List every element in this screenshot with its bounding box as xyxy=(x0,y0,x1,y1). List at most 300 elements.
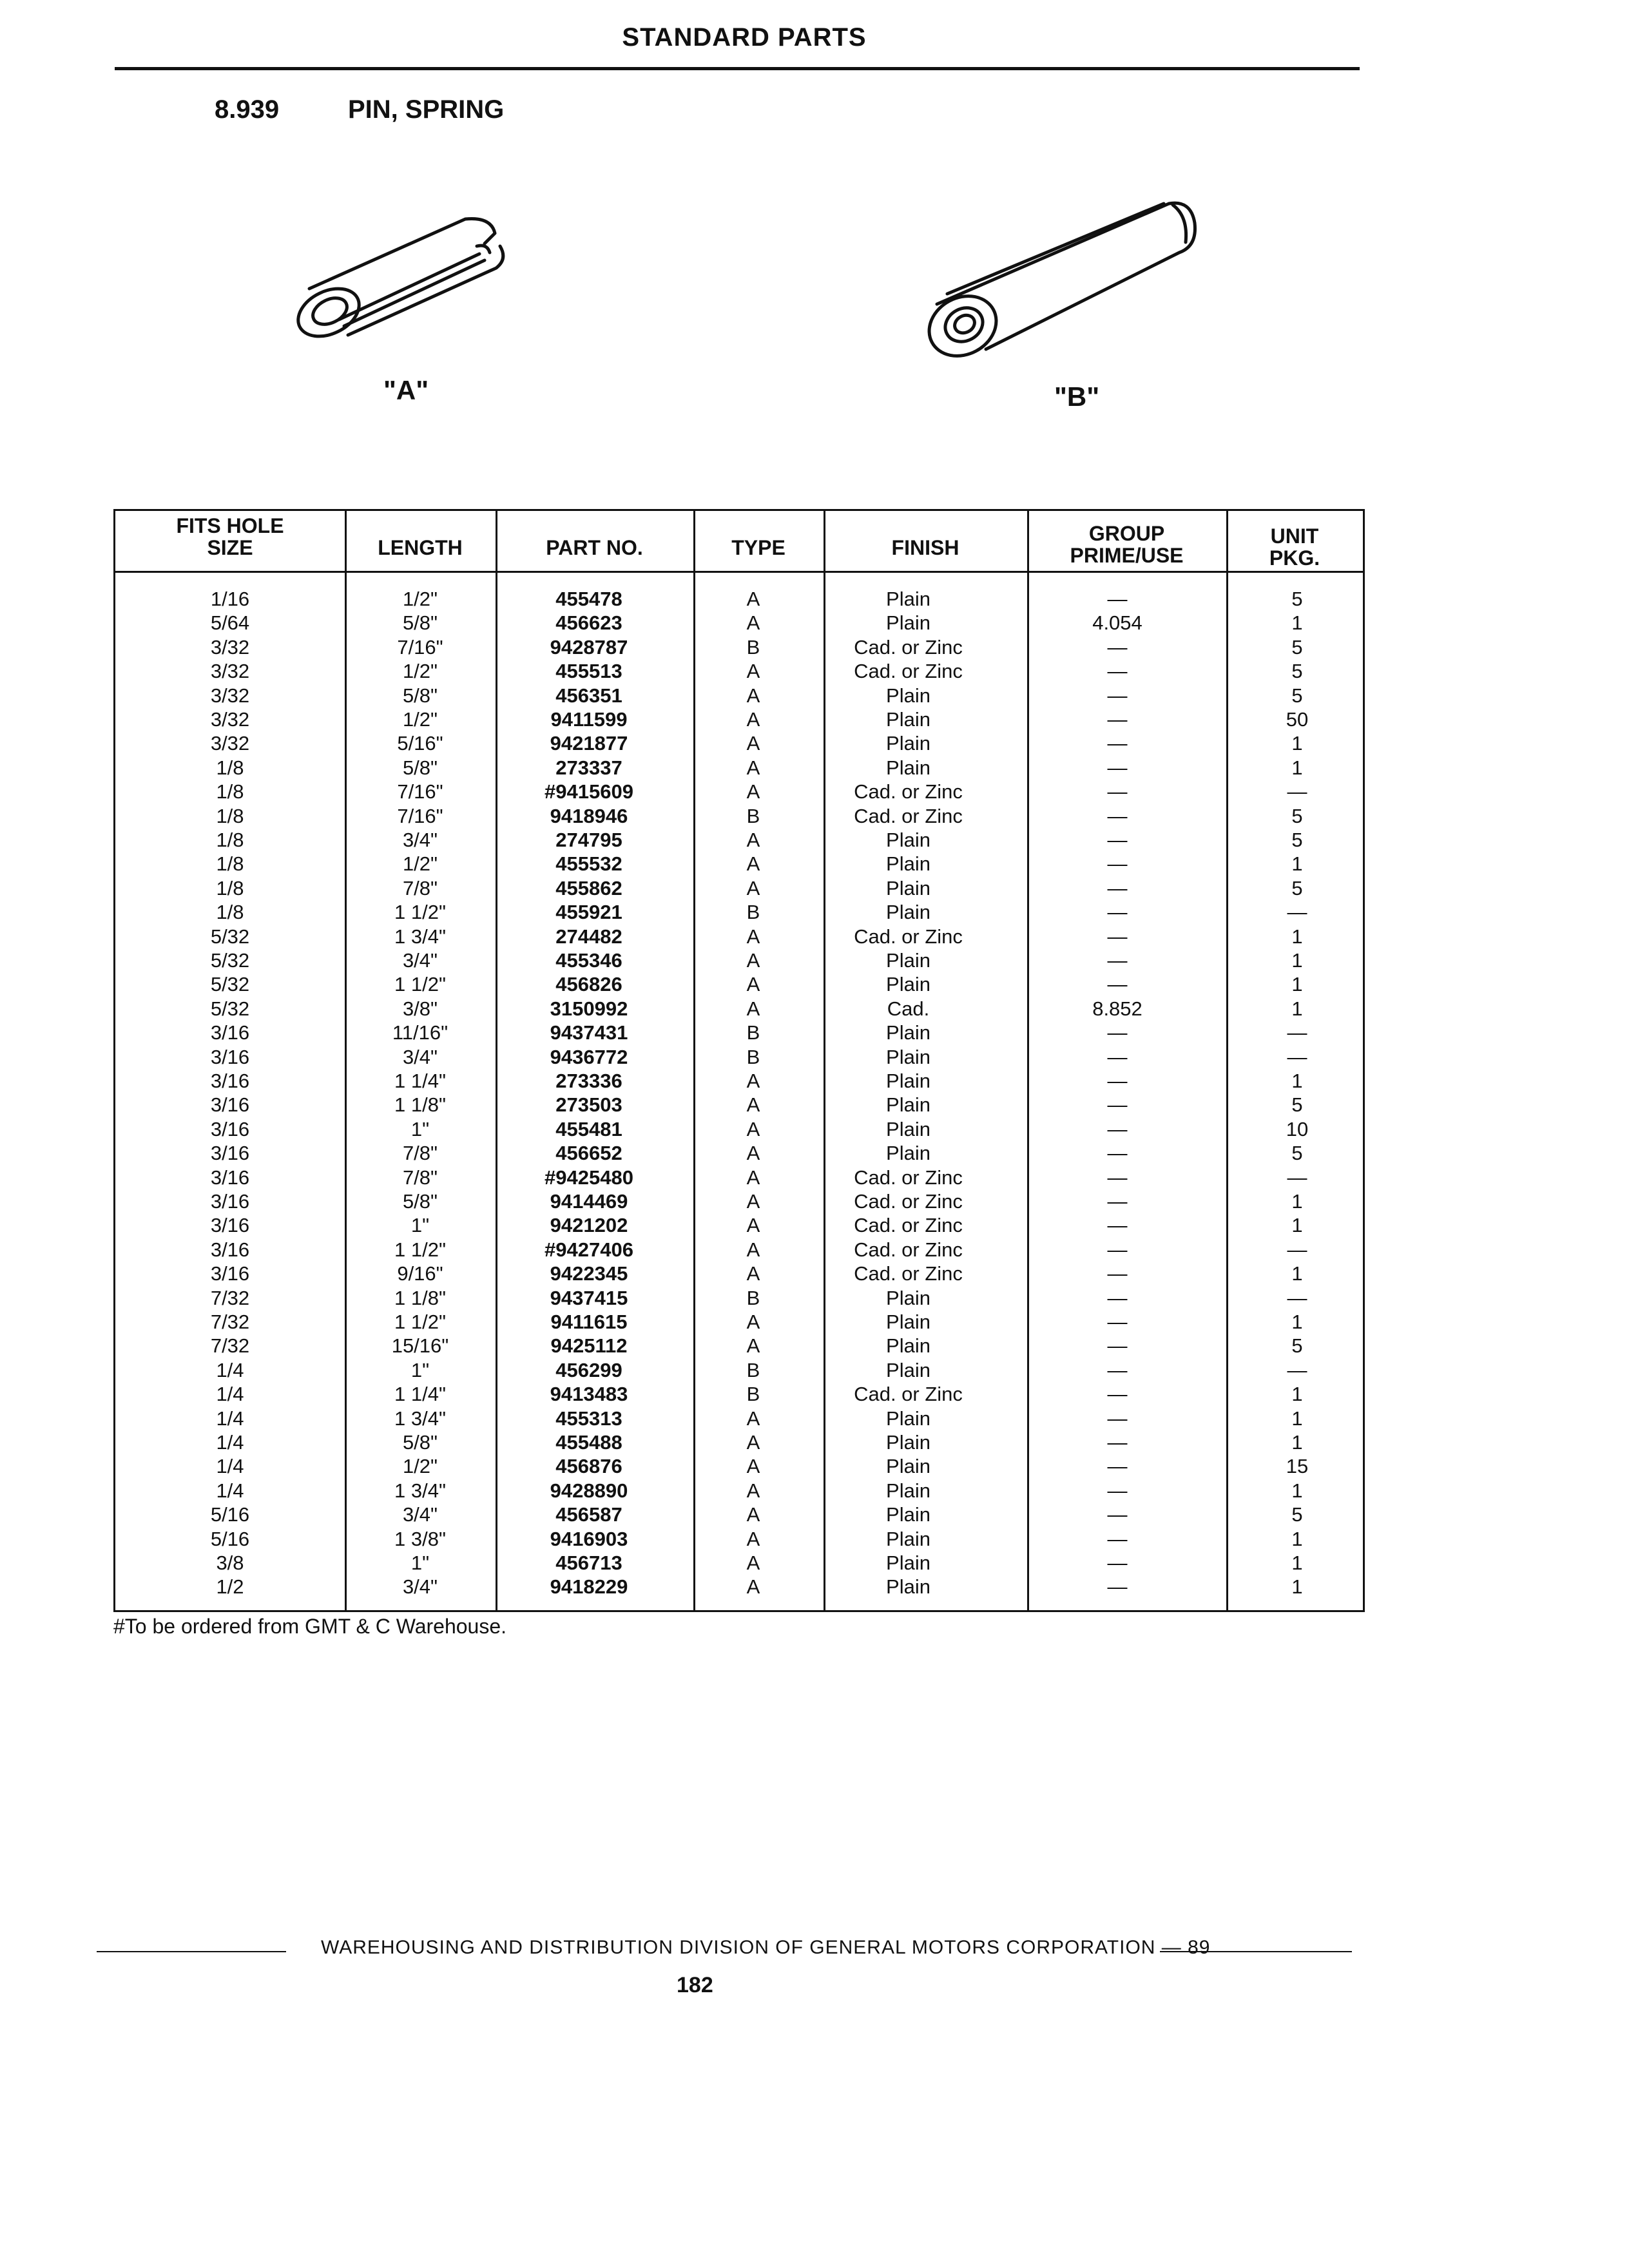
cell-unit-pkg: 1 xyxy=(1291,949,1303,972)
table-row xyxy=(115,684,1363,707)
cell-length: 1" xyxy=(410,1358,430,1381)
table-row xyxy=(115,1430,1363,1454)
cell-length: 7/8" xyxy=(402,876,438,899)
cell-fits-hole-size: 3/32 xyxy=(210,732,250,755)
cell-type: A xyxy=(746,973,760,996)
cell-finish: Cad. or Zinc xyxy=(854,635,963,658)
cell-length: 7/16" xyxy=(397,780,443,803)
table-row xyxy=(115,1407,1363,1430)
cell-part-no: 9413483 xyxy=(550,1383,628,1406)
table-row xyxy=(115,1310,1363,1334)
cell-length: 3/4" xyxy=(402,1503,438,1526)
cell-part-no: 455921 xyxy=(555,901,622,924)
cell-length: 1 1/4" xyxy=(394,1383,446,1406)
cell-unit-pkg: 1 xyxy=(1291,1575,1303,1599)
cell-finish: Plain xyxy=(886,829,930,851)
cell-type: B xyxy=(746,1045,760,1068)
cell-part-no: 274795 xyxy=(555,829,622,851)
table-row xyxy=(115,1358,1363,1382)
cell-part-no: 9425112 xyxy=(550,1334,628,1358)
table-row xyxy=(115,780,1363,803)
cell-length: 1 1/2" xyxy=(394,1311,446,1333)
table-row xyxy=(115,1021,1363,1044)
cell-finish: Plain xyxy=(886,1455,930,1478)
cell-group-prime-use: — xyxy=(1107,1479,1128,1502)
cell-fits-hole-size: 5/32 xyxy=(210,949,250,972)
cell-length: 1 3/4" xyxy=(394,1407,446,1430)
cell-type: B xyxy=(746,804,760,827)
cell-finish: Cad. or Zinc xyxy=(854,1238,963,1261)
cell-type: B xyxy=(746,1383,760,1406)
cell-fits-hole-size: 1/4 xyxy=(216,1455,244,1478)
cell-type: B xyxy=(746,1358,760,1381)
cell-finish: Plain xyxy=(886,1334,930,1358)
cell-finish: Plain xyxy=(886,876,930,899)
cell-unit-pkg: 1 xyxy=(1291,732,1303,755)
cell-finish: Plain xyxy=(886,611,930,635)
table-row xyxy=(115,1551,1363,1575)
cell-type: B xyxy=(746,1286,760,1309)
cell-finish: Cad. xyxy=(887,997,930,1020)
header-group-prime-use: GROUP PRIME/USE xyxy=(1070,522,1184,567)
cell-group-prime-use: — xyxy=(1107,1093,1128,1117)
cell-unit-pkg: 1 xyxy=(1291,852,1303,876)
cell-fits-hole-size: 1/4 xyxy=(216,1431,244,1454)
cell-unit-pkg: 1 xyxy=(1291,1311,1303,1333)
cell-type: A xyxy=(746,732,760,755)
cell-unit-pkg: 1 xyxy=(1291,1527,1303,1550)
cell-finish: Plain xyxy=(886,1407,930,1430)
cell-length: 1 1/8" xyxy=(394,1093,446,1117)
cell-fits-hole-size: 5/32 xyxy=(210,973,250,996)
cell-length: 7/8" xyxy=(402,1166,438,1189)
cell-length: 3/8" xyxy=(402,997,438,1020)
header-part-no: PART NO. xyxy=(546,536,643,559)
cell-part-no: 456713 xyxy=(555,1552,622,1574)
cell-finish: Plain xyxy=(886,949,930,972)
cell-finish: Plain xyxy=(886,852,930,876)
cell-unit-pkg: — xyxy=(1287,1238,1307,1261)
cell-unit-pkg: 5 xyxy=(1291,635,1303,658)
cell-fits-hole-size: 5/16 xyxy=(210,1503,250,1526)
cell-group-prime-use: — xyxy=(1107,635,1128,658)
cell-length: 7/16" xyxy=(397,804,443,827)
cell-finish: Plain xyxy=(886,1093,930,1117)
table-row xyxy=(115,731,1363,755)
cell-fits-hole-size: 1/16 xyxy=(210,588,250,610)
cell-type: A xyxy=(746,1262,760,1285)
cell-part-no: 273336 xyxy=(555,1070,622,1092)
cell-finish: Plain xyxy=(886,1142,930,1165)
cell-type: A xyxy=(746,1093,760,1117)
table-row xyxy=(115,852,1363,876)
cell-part-no: 9416903 xyxy=(550,1527,628,1550)
cell-unit-pkg: 5 xyxy=(1291,684,1303,707)
table-row xyxy=(115,1334,1363,1358)
cell-type: A xyxy=(746,1455,760,1478)
cell-part-no: 9421877 xyxy=(550,732,628,755)
table-row xyxy=(115,1117,1363,1141)
cell-length: 11/16" xyxy=(392,1021,448,1044)
cell-finish: Cad. or Zinc xyxy=(854,1383,963,1406)
cell-group-prime-use: — xyxy=(1107,1552,1128,1574)
cell-length: 1 3/8" xyxy=(394,1527,446,1550)
cell-part-no: 456876 xyxy=(555,1455,622,1478)
cell-unit-pkg: 1 xyxy=(1291,1552,1303,1574)
table-row xyxy=(115,997,1363,1021)
cell-fits-hole-size: 3/8 xyxy=(216,1552,244,1574)
cell-fits-hole-size: 3/16 xyxy=(210,1238,250,1261)
table-row xyxy=(115,1213,1363,1237)
cell-unit-pkg: 1 xyxy=(1291,1383,1303,1406)
header-type: TYPE xyxy=(731,536,786,559)
cell-unit-pkg: 5 xyxy=(1291,1503,1303,1526)
section-number: 8.939 xyxy=(215,95,280,124)
cell-group-prime-use: — xyxy=(1107,1262,1128,1285)
cell-group-prime-use: — xyxy=(1107,1166,1128,1189)
cell-fits-hole-size: 3/16 xyxy=(210,1045,250,1068)
cell-length: 3/4" xyxy=(402,949,438,972)
cell-type: A xyxy=(746,1407,760,1430)
header-unit-pkg: UNIT PKG. xyxy=(1269,524,1320,570)
cell-group-prime-use: — xyxy=(1107,1334,1128,1358)
cell-part-no: 456652 xyxy=(555,1142,622,1165)
cell-type: A xyxy=(746,708,760,731)
cell-fits-hole-size: 1/4 xyxy=(216,1407,244,1430)
cell-group-prime-use: — xyxy=(1107,780,1128,803)
cell-length: 1/2" xyxy=(402,708,438,731)
cell-type: A xyxy=(746,1552,760,1574)
cell-part-no: 273337 xyxy=(555,756,622,779)
spring-pin-a-illustration xyxy=(284,206,516,354)
cell-finish: Plain xyxy=(886,1479,930,1502)
cell-type: A xyxy=(746,1142,760,1165)
cell-length: 5/8" xyxy=(402,611,438,635)
table-row xyxy=(115,1141,1363,1165)
cell-group-prime-use: — xyxy=(1107,1142,1128,1165)
cell-group-prime-use: — xyxy=(1107,660,1128,683)
cell-length: 1 1/2" xyxy=(394,901,446,924)
cell-group-prime-use: — xyxy=(1107,1311,1128,1333)
cell-part-no: 9428787 xyxy=(550,635,628,658)
cell-fits-hole-size: 1/8 xyxy=(216,804,244,827)
cell-group-prime-use: — xyxy=(1107,732,1128,755)
cell-finish: Cad. or Zinc xyxy=(854,1214,963,1237)
cell-unit-pkg: 10 xyxy=(1286,1117,1309,1140)
cell-type: A xyxy=(746,611,760,635)
footer-rule-right xyxy=(1160,1951,1352,1952)
cell-part-no: 9414469 xyxy=(550,1190,628,1213)
cell-group-prime-use: — xyxy=(1107,925,1128,948)
cell-unit-pkg: — xyxy=(1287,1021,1307,1044)
cell-finish: Plain xyxy=(886,1552,930,1574)
cell-group-prime-use: — xyxy=(1107,1527,1128,1550)
cell-finish: Plain xyxy=(886,1575,930,1599)
cell-length: 15/16" xyxy=(391,1334,449,1358)
cell-part-no: 455532 xyxy=(555,852,622,876)
cell-type: A xyxy=(746,756,760,779)
cell-part-no: 274482 xyxy=(555,925,622,948)
parts-table xyxy=(113,509,1365,1612)
table-row xyxy=(115,1286,1363,1310)
cell-length: 7/8" xyxy=(402,1142,438,1165)
cell-finish: Plain xyxy=(886,1021,930,1044)
cell-part-no: 456587 xyxy=(555,1503,622,1526)
table-row xyxy=(115,1575,1363,1599)
table-row xyxy=(115,1454,1363,1478)
table-row xyxy=(115,587,1363,611)
cell-unit-pkg: 1 xyxy=(1291,973,1303,996)
table-row xyxy=(115,756,1363,780)
cell-type: A xyxy=(746,876,760,899)
cell-part-no: 9421202 xyxy=(550,1214,628,1237)
cell-group-prime-use: — xyxy=(1107,876,1128,899)
cell-length: 1/2" xyxy=(402,852,438,876)
cell-type: A xyxy=(746,949,760,972)
figure-b-label: "B" xyxy=(1054,381,1100,412)
cell-group-prime-use: — xyxy=(1107,901,1128,924)
cell-part-no: 9437415 xyxy=(550,1286,628,1309)
table-row xyxy=(115,804,1363,828)
cell-fits-hole-size: 1/8 xyxy=(216,780,244,803)
cell-finish: Plain xyxy=(886,1527,930,1550)
table-row xyxy=(115,1069,1363,1093)
cell-unit-pkg: — xyxy=(1287,901,1307,924)
cell-finish: Plain xyxy=(886,588,930,610)
figure-a-label: "A" xyxy=(383,375,429,405)
cell-group-prime-use: — xyxy=(1107,1070,1128,1092)
cell-group-prime-use: — xyxy=(1107,708,1128,731)
header-fits-hole-size: FITS HOLE SIZE xyxy=(176,514,284,559)
cell-type: A xyxy=(746,1214,760,1237)
cell-part-no: 456351 xyxy=(555,684,622,707)
cell-part-no: 9418946 xyxy=(550,804,628,827)
cell-length: 1 3/4" xyxy=(394,925,446,948)
table-row xyxy=(115,1045,1363,1069)
cell-length: 1/2" xyxy=(402,660,438,683)
cell-finish: Plain xyxy=(886,1503,930,1526)
cell-group-prime-use: 4.054 xyxy=(1092,611,1142,635)
cell-type: A xyxy=(746,1238,760,1261)
cell-fits-hole-size: 3/16 xyxy=(210,1142,250,1165)
table-row xyxy=(115,707,1363,731)
cell-group-prime-use: — xyxy=(1107,829,1128,851)
cell-type: A xyxy=(746,1479,760,1502)
cell-part-no: 456299 xyxy=(555,1358,622,1381)
cell-part-no: #9427406 xyxy=(545,1238,633,1261)
cell-length: 3/4" xyxy=(402,1045,438,1068)
cell-part-no: 9411599 xyxy=(550,708,628,731)
cell-length: 1 1/2" xyxy=(394,973,446,996)
cell-group-prime-use: — xyxy=(1107,973,1128,996)
table-row xyxy=(115,1238,1363,1262)
cell-type: A xyxy=(746,1311,760,1333)
header-rule xyxy=(115,67,1360,70)
cell-group-prime-use: — xyxy=(1107,1407,1128,1430)
cell-group-prime-use: — xyxy=(1107,684,1128,707)
cell-unit-pkg: — xyxy=(1287,1045,1307,1068)
cell-unit-pkg: 1 xyxy=(1291,997,1303,1020)
cell-finish: Cad. or Zinc xyxy=(854,804,963,827)
cell-group-prime-use: — xyxy=(1107,1021,1128,1044)
cell-group-prime-use: — xyxy=(1107,1117,1128,1140)
cell-group-prime-use: — xyxy=(1107,852,1128,876)
table-row xyxy=(115,925,1363,948)
table-row xyxy=(115,1093,1363,1117)
cell-part-no: 9428890 xyxy=(550,1479,628,1502)
cell-fits-hole-size: 3/16 xyxy=(210,1214,250,1237)
cell-type: B xyxy=(746,1021,760,1044)
cell-unit-pkg: — xyxy=(1287,1166,1307,1189)
cell-length: 3/4" xyxy=(402,1575,438,1599)
cell-type: A xyxy=(746,1575,760,1599)
cell-part-no: 455346 xyxy=(555,949,622,972)
footnote: #To be ordered from GMT & C Warehouse. xyxy=(113,1615,507,1638)
cell-fits-hole-size: 3/32 xyxy=(210,684,250,707)
cell-length: 1 1/2" xyxy=(394,1238,446,1261)
cell-unit-pkg: 1 xyxy=(1291,1262,1303,1285)
cell-type: A xyxy=(746,1166,760,1189)
cell-unit-pkg: 1 xyxy=(1291,1190,1303,1213)
cell-type: A xyxy=(746,1431,760,1454)
cell-type: B xyxy=(746,901,760,924)
header-rule xyxy=(115,571,1363,573)
cell-fits-hole-size: 1/8 xyxy=(216,756,244,779)
cell-unit-pkg: 5 xyxy=(1291,1334,1303,1358)
cell-group-prime-use: — xyxy=(1107,1503,1128,1526)
cell-part-no: 9436772 xyxy=(550,1045,628,1068)
cell-finish: Plain xyxy=(886,973,930,996)
cell-group-prime-use: — xyxy=(1107,588,1128,610)
spring-pin-b-illustration xyxy=(909,191,1205,371)
header-length: LENGTH xyxy=(378,536,463,559)
cell-fits-hole-size: 1/8 xyxy=(216,829,244,851)
cell-fits-hole-size: 3/32 xyxy=(210,660,250,683)
cell-fits-hole-size: 3/16 xyxy=(210,1021,250,1044)
cell-group-prime-use: — xyxy=(1107,1190,1128,1213)
cell-unit-pkg: 1 xyxy=(1291,1479,1303,1502)
cell-fits-hole-size: 1/8 xyxy=(216,876,244,899)
cell-unit-pkg: 5 xyxy=(1291,1142,1303,1165)
cell-finish: Cad. or Zinc xyxy=(854,780,963,803)
cell-fits-hole-size: 7/32 xyxy=(210,1311,250,1333)
cell-unit-pkg: 1 xyxy=(1291,1070,1303,1092)
cell-group-prime-use: — xyxy=(1107,1214,1128,1237)
cell-unit-pkg: 5 xyxy=(1291,588,1303,610)
cell-unit-pkg: 1 xyxy=(1291,1431,1303,1454)
cell-type: A xyxy=(746,1527,760,1550)
cell-part-no: 456623 xyxy=(555,611,622,635)
cell-unit-pkg: 15 xyxy=(1286,1455,1309,1478)
cell-part-no: #9425480 xyxy=(545,1166,633,1189)
cell-fits-hole-size: 1/4 xyxy=(216,1383,244,1406)
cell-unit-pkg: — xyxy=(1287,780,1307,803)
cell-type: A xyxy=(746,1070,760,1092)
page-number: 182 xyxy=(677,1973,713,1997)
cell-type: A xyxy=(746,1334,760,1358)
cell-group-prime-use: — xyxy=(1107,1238,1128,1261)
table-row xyxy=(115,1189,1363,1213)
cell-length: 1" xyxy=(410,1552,430,1574)
cell-part-no: 9437431 xyxy=(550,1021,628,1044)
cell-type: A xyxy=(746,588,760,610)
table-row xyxy=(115,1527,1363,1551)
cell-fits-hole-size: 1/2 xyxy=(216,1575,244,1599)
footer-text: WAREHOUSING AND DISTRIBUTION DIVISION OF GENERAL MOTORS CORPORATION — 89 xyxy=(321,1937,1211,1958)
cell-fits-hole-size: 3/16 xyxy=(210,1070,250,1092)
cell-finish: Plain xyxy=(886,708,930,731)
cell-group-prime-use: — xyxy=(1107,756,1128,779)
header-title: STANDARD PARTS xyxy=(622,23,867,52)
cell-type: A xyxy=(746,1503,760,1526)
cell-length: 1 3/4" xyxy=(394,1479,446,1502)
cell-fits-hole-size: 3/16 xyxy=(210,1190,250,1213)
cell-part-no: 9422345 xyxy=(550,1262,628,1285)
cell-length: 1 1/8" xyxy=(394,1286,446,1309)
cell-finish: Cad. or Zinc xyxy=(854,925,963,948)
cell-type: A xyxy=(746,1117,760,1140)
cell-finish: Cad. or Zinc xyxy=(854,1166,963,1189)
cell-finish: Plain xyxy=(886,756,930,779)
table-row xyxy=(115,1262,1363,1285)
cell-group-prime-use: — xyxy=(1107,1431,1128,1454)
cell-unit-pkg: 5 xyxy=(1291,660,1303,683)
cell-length: 1/2" xyxy=(402,588,438,610)
cell-length: 1/2" xyxy=(402,1455,438,1478)
cell-finish: Plain xyxy=(886,1358,930,1381)
cell-group-prime-use: — xyxy=(1107,1045,1128,1068)
cell-unit-pkg: 50 xyxy=(1286,708,1309,731)
header-finish: FINISH xyxy=(891,536,959,559)
cell-group-prime-use: — xyxy=(1107,1575,1128,1599)
cell-type: A xyxy=(746,660,760,683)
cell-part-no: 9411615 xyxy=(550,1311,628,1333)
cell-finish: Plain xyxy=(886,1045,930,1068)
cell-fits-hole-size: 1/4 xyxy=(216,1358,244,1381)
cell-group-prime-use: — xyxy=(1107,1455,1128,1478)
cell-finish: Plain xyxy=(886,1311,930,1333)
cell-fits-hole-size: 3/16 xyxy=(210,1117,250,1140)
cell-fits-hole-size: 7/32 xyxy=(210,1286,250,1309)
cell-group-prime-use: — xyxy=(1107,1358,1128,1381)
cell-type: A xyxy=(746,1190,760,1213)
cell-length: 5/16" xyxy=(397,732,443,755)
cell-type: A xyxy=(746,852,760,876)
table-row xyxy=(115,972,1363,996)
cell-fits-hole-size: 5/32 xyxy=(210,997,250,1020)
cell-part-no: 455481 xyxy=(555,1117,622,1140)
cell-part-no: 455488 xyxy=(555,1431,622,1454)
table-row xyxy=(115,1382,1363,1406)
cell-group-prime-use: — xyxy=(1107,804,1128,827)
table-row xyxy=(115,1479,1363,1503)
cell-type: A xyxy=(746,684,760,707)
cell-fits-hole-size: 5/32 xyxy=(210,925,250,948)
table-row xyxy=(115,948,1363,972)
cell-part-no: 456826 xyxy=(555,973,622,996)
cell-part-no: 455513 xyxy=(555,660,622,683)
cell-fits-hole-size: 1/8 xyxy=(216,901,244,924)
cell-type: A xyxy=(746,925,760,948)
cell-length: 5/8" xyxy=(402,756,438,779)
cell-unit-pkg: 5 xyxy=(1291,876,1303,899)
cell-length: 3/4" xyxy=(402,829,438,851)
table-row xyxy=(115,876,1363,900)
cell-fits-hole-size: 1/8 xyxy=(216,852,244,876)
cell-fits-hole-size: 5/16 xyxy=(210,1527,250,1550)
cell-fits-hole-size: 7/32 xyxy=(210,1334,250,1358)
cell-unit-pkg: 5 xyxy=(1291,829,1303,851)
